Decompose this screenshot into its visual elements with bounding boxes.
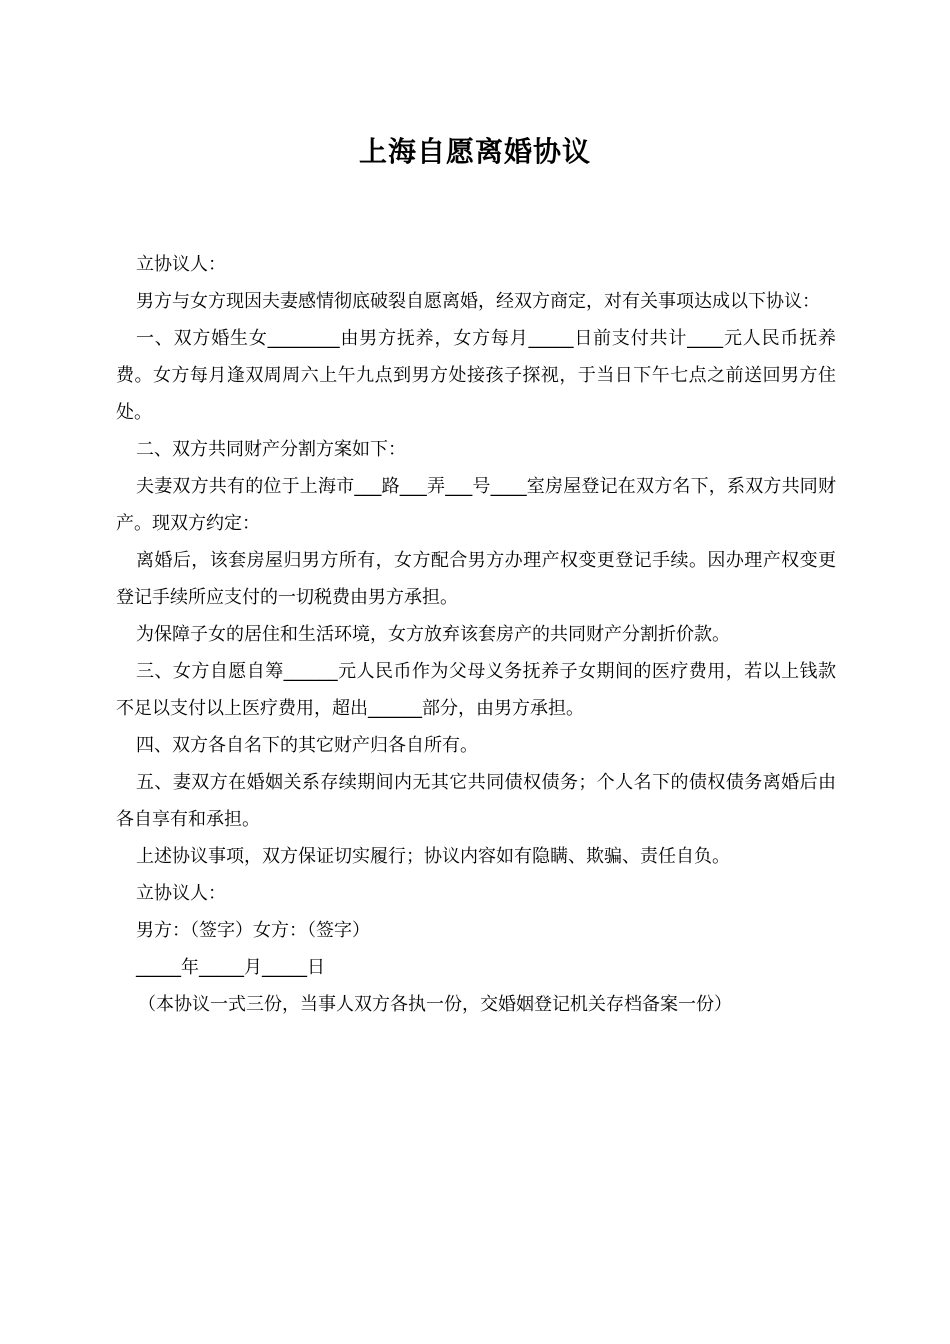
paragraph-property-waiver: 为保障子女的居住和生活环境，女方放弃该套房产的共同财产分割折价款。 — [136, 624, 730, 645]
paragraph-article-4-other-property: 四、双方各自名下的其它财产归各自所有。 — [136, 735, 478, 756]
paragraph-property-description: 夫妻双方共有的位于上海市___路___弄___号____室房屋登记在双方名下，系双方共同财产。现双方约定： — [116, 476, 836, 534]
paragraph-article-2-heading: 二、双方共同财产分割方案如下： — [136, 439, 406, 460]
paragraph-preamble: 男方与女方现因夫妻感情彻底破裂自愿离婚，经双方商定，对有关事项达成以下协议： — [136, 291, 820, 312]
document-title: 上海自愿离婚协议 — [358, 135, 591, 168]
paragraph-signatures: 男方：（签字）女方：（签字） — [136, 920, 370, 941]
paragraph-parties-label-2: 立协议人： — [136, 883, 226, 904]
paragraph-date-line: _____年_____月_____日 — [136, 957, 325, 978]
paragraph-parties-label: 立协议人： — [136, 254, 226, 275]
paragraph-article-5-debts: 五、妻双方在婚姻关系存续期间内无其它共同债权债务；个人名下的债权债务离婚后由各自享有和承担。 — [116, 772, 836, 830]
paragraph-article-1-custody: 一、双方婚生女________由男方抚养，女方每月_____日前支付共计____元人民币抚养费。女方每月逢双周周六上午九点到男方处接孩子探视，于当日下午七点之前送回男方住处。 — [116, 328, 836, 423]
paragraph-article-3-medical: 三、女方自愿自筹______元人民币作为父母义务抚养子女期间的医疗费用，若以上钱款不足以支付以上医疗费用，超出______部分，由男方承担。 — [116, 661, 836, 719]
document-body — [116, 246, 836, 1023]
paragraph-copies-note: （本协议一式三份，当事人双方各执一份，交婚姻登记机关存档备案一份） — [138, 994, 732, 1015]
paragraph-guarantee: 上述协议事项，双方保证切实履行；协议内容如有隐瞒、欺骗、责任自负。 — [136, 846, 730, 867]
paragraph-property-after-divorce: 离婚后，该套房屋归男方所有，女方配合男方办理产权变更登记手续。因办理产权变更登记手续所应支付的一切税费由男方承担。 — [116, 550, 836, 608]
